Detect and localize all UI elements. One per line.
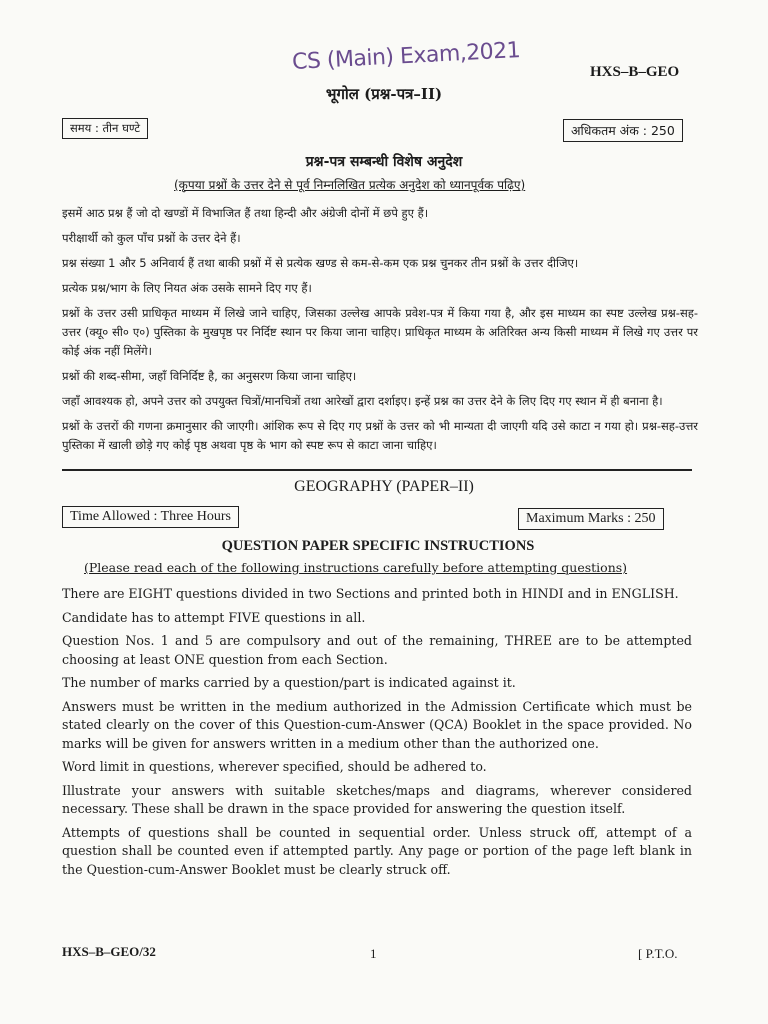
english-instruction: Answers must be written in the medium authorized in the Admission Certificate which must be stated clearly on the cover of this Question-cum-Answer (QCA) Booklet in the space provided. No marks will be given for answers written in a medium other than the authorized one. <box>62 698 692 751</box>
paper-code-top: HXS–B–GEO <box>590 64 680 80</box>
footer-paper-code: HXS–B–GEO/32 <box>62 944 156 959</box>
hindi-time-allowed-box: समय : तीन घण्टे <box>62 118 148 139</box>
english-paper-title: GEOGRAPHY (PAPER–II) <box>294 478 474 495</box>
footer-pto: [ P.T.O. <box>638 946 678 961</box>
hindi-instruction: प्रश्न संख्या 1 और 5 अनिवार्य हैं तथा बाकी प्रश्नों में से प्रत्येक खण्ड से कम-से-कम एक प्रश्न चुनकर तीन प्रश्नों के उत्तर दीजिए। <box>62 256 579 270</box>
hindi-instruction: प्रश्नों के उत्तरों की गणना क्रमानुसार की जाएगी। आंशिक रूप से दिए गए प्रश्नों के उत्तर को भी मान्यता दी जाएगी यदि उसे काटा न गया हो। प्रश्न-सह-उत्तर पुस्तिका में खाली छोड़े गए कोई पृष्ठ अथवा पृष्ठ के भाग को स्पष्ट रूप से काटा जाना चाहिए। <box>62 419 698 452</box>
hindi-instruction: परीक्षार्थी को कुल पाँच प्रश्नों के उत्तर देने हैं। <box>62 231 241 245</box>
english-instructions-heading: QUESTION PAPER SPECIFIC INSTRUCTIONS <box>221 538 535 554</box>
english-instructions-subheading: (Please read each of the following instructions carefully before attempting questions) <box>84 560 628 575</box>
english-max-marks-box: Maximum Marks : 250 <box>518 508 664 530</box>
english-instruction: There are EIGHT questions divided in two Sections and printed both in HINDI and in ENGLISH. <box>62 586 679 601</box>
hindi-instruction: प्रश्नों की शब्द-सीमा, जहाँ विनिर्दिष्ट है, का अनुसरण किया जाना चाहिए। <box>62 369 357 383</box>
hindi-instruction: प्रश्नों के उत्तर उसी प्राधिकृत माध्यम में लिखे जाने चाहिए, जिसका उल्लेख आपके प्रवेश-पत्र में किया गया है, और इस माध्यम का स्पष्ट उल्लेख प्रश्न-सह-उत्तर (क्यू० सी० ए०) पुस्तिका के मुखपृष्ठ पर निर्दिष्ट स्थान पर किया जाना चाहिए। प्राधिकृत माध्यम के अतिरिक्त अन्य किसी माध्यम में लिखे गए उत्तर पर कोई अंक नहीं मिलेंगे। <box>62 306 698 358</box>
english-time-allowed-box: Time Allowed : Three Hours <box>62 506 239 528</box>
english-instruction: Candidate has to attempt FIVE questions in all. <box>62 609 366 625</box>
english-instruction: Question Nos. 1 and 5 are compulsory and out of the remaining, THREE are to be attempted choosing at least ONE question from each Section. <box>62 633 692 667</box>
english-instruction: Attempts of questions shall be counted in sequential order. Unless struck off, attempt of a question shall be counted even if attempted partly. Any page or portion of the page left blank in the Question-cum-Answer Booklet must be clearly struck off. <box>62 824 692 877</box>
hindi-instructions-heading: प्रश्न-पत्र सम्बन्धी विशेष अनुदेश <box>305 154 463 170</box>
hindi-instruction: प्रत्येक प्रश्न/भाग के लिए नियत अंक उसके सामने दिए गए हैं। <box>62 281 312 295</box>
section-divider <box>62 469 692 471</box>
english-instruction: Illustrate your answers with suitable sketches/maps and diagrams, wherever considered necessary. These shall be drawn in the space provided for answering the question itself. <box>62 782 692 816</box>
exam-name-stamp: CS (Main) Exam,2021 <box>291 38 521 75</box>
english-instruction: The number of marks carried by a question/part is indicated against it. <box>62 675 516 690</box>
hindi-instruction: इसमें आठ प्रश्न हैं जो दो खण्डों में विभाजित हैं तथा हिन्दी और अंग्रेजी दोनों में छपे हुए हैं। <box>62 206 429 220</box>
english-instruction: Word limit in questions, wherever specified, should be adhered to. <box>62 759 487 774</box>
hindi-paper-title: भूगोल (प्रश्न-पत्र–II) <box>325 85 443 103</box>
hindi-max-marks-box: अधिकतम अंक : 250 <box>563 119 683 142</box>
english-instructions-list <box>62 585 692 884</box>
footer-page-number: 1 <box>370 946 377 961</box>
hindi-instructions-subheading: (कृपया प्रश्नों के उत्तर देने से पूर्व निम्नलिखित प्रत्येक अनुदेश को ध्यानपूर्वक पढ़िए) <box>174 178 526 192</box>
hindi-instructions-list <box>62 204 698 461</box>
hindi-instruction: जहाँ आवश्यक हो, अपने उत्तर को उपयुक्त चित्रों/मानचित्रों तथा आरेखों द्वारा दर्शाइए। इन्हें प्रश्न का उत्तर देने के लिए दिए गए स्थान में ही बनाना है। <box>62 394 663 408</box>
